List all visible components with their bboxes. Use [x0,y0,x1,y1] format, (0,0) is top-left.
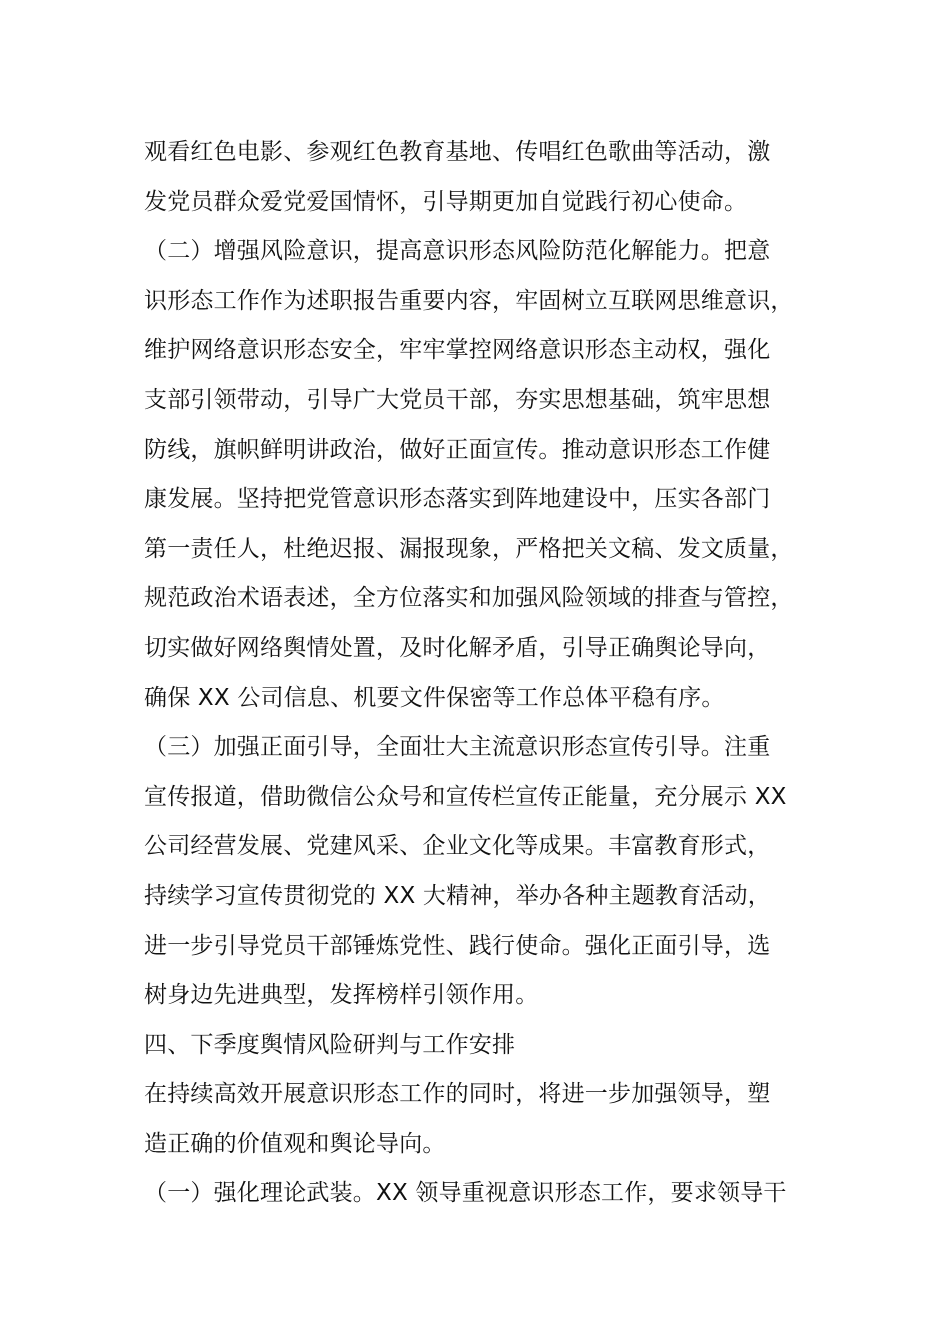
text-line: 规范政治术语表述，全方位落实和加强风险领域的排查与管控， [144,585,794,612]
section-heading-3: （三）加强正面引导，全面壮大主流意识形态宣传引导。注重 [144,734,771,761]
document-body [144,128,834,1219]
text-line: 持续学习宣传贯彻党的 XX 大精神，举办各种主题教育活动， [144,882,771,909]
text-line: 公司经营发展、党建风采、企业文化等成果。丰富教育形式， [144,833,771,860]
text-line: 维护网络意识形态安全，牢牢掌控网络意识形态主动权，强化 [144,337,771,364]
text-line: 宣传报道，借助微信公众号和宣传栏宣传正能量，充分展示 XX [144,783,787,810]
text-line: 确保 XX 公司信息、机要文件保密等工作总体平稳有序。 [144,684,725,711]
text-line: 树身边先进典型，发挥榜样引领作用。 [144,982,539,1009]
text-line: 防线，旗帜鲜明讲政治，做好正面宣传。推动意识形态工作健 [144,436,771,463]
section-heading-1: （一）强化理论武装。XX 领导重视意识形态工作，要求领导干 [144,1180,787,1207]
text-line: 识形态工作作为述职报告重要内容，牢固树立互联网思维意识， [144,287,794,314]
text-line: 造正确的价值观和舆论导向。 [144,1130,446,1157]
text-line: 进一步引导党员干部锤炼党性、践行使命。强化正面引导，选 [144,932,771,959]
text-line: 第一责任人，杜绝迟报、漏报现象，严格把关文稿、发文质量， [144,535,794,562]
text-line: 观看红色电影、参观红色教育基地、传唱红色歌曲等活动，激 [144,139,771,165]
text-line: 发党员群众爱党爱国情怀，引导期更加自觉践行初心使命。 [144,188,748,215]
text-line: 康发展。坚持把党管意识形态落实到阵地建设中，压实各部门 [144,486,771,513]
text-line: 切实做好网络舆情处置，及时化解矛盾，引导正确舆论导向， [144,634,771,661]
text-line: 支部引领带动，引导广大党员干部，夯实思想基础，筑牢思想 [144,386,771,413]
chapter-heading-4: 四、下季度舆情风险研判与工作安排 [144,1031,516,1058]
section-heading-2: （二）增强风险意识，提高意识形态风险防范化解能力。把意 [144,238,771,265]
text-line: 在持续高效开展意识形态工作的同时，将进一步加强领导，塑 [144,1081,771,1108]
